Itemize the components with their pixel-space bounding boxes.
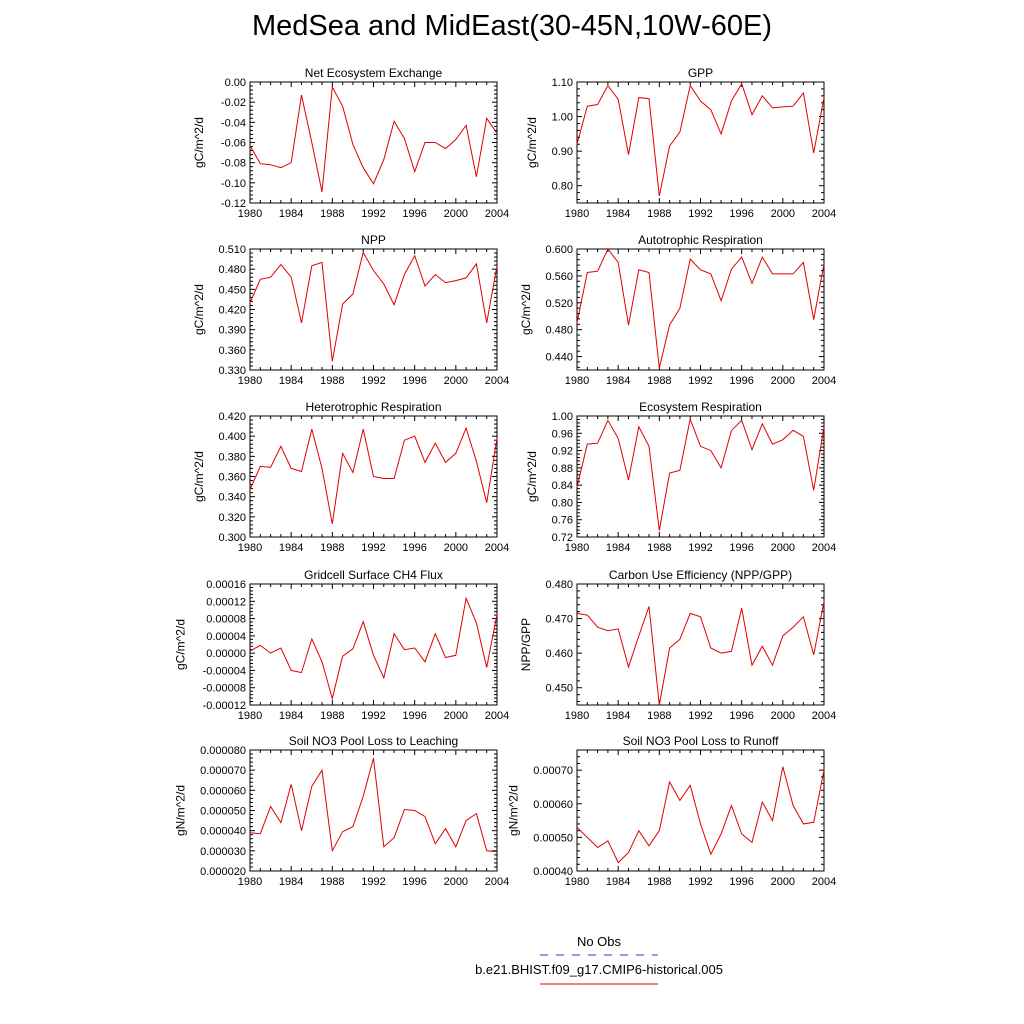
y-tick-label: 0.300 <box>218 532 246 544</box>
x-tick-label: 1988 <box>647 876 672 888</box>
x-tick-label: 1984 <box>605 208 631 220</box>
y-tick-label: 0.80 <box>551 180 573 193</box>
y-tick-label: 0.00060 <box>533 798 573 811</box>
y-tick-label: 0.72 <box>551 532 573 544</box>
x-tick-label: 2000 <box>443 208 469 220</box>
y-tick-label: 0.360 <box>218 344 246 357</box>
x-tick-label: 1980 <box>564 208 590 220</box>
x-tick-label: 2000 <box>770 375 796 387</box>
x-tick-label: 1996 <box>402 876 427 888</box>
y-tick-label: 0.600 <box>545 244 573 256</box>
y-tick-label: 0.00 <box>224 77 246 89</box>
y-tick-label: 0.440 <box>545 351 573 364</box>
x-tick-label: 2000 <box>443 542 469 554</box>
y-tick-label: 0.00040 <box>533 866 573 878</box>
series-line <box>577 601 824 705</box>
y-axis-label: gN/m^2/d <box>173 785 188 836</box>
y-tick-label: 0.000030 <box>200 845 246 858</box>
panel-gridcell-surface-ch4-flux <box>173 568 509 722</box>
x-tick-label: 2004 <box>811 375 837 387</box>
x-tick-label: 1980 <box>564 542 590 554</box>
y-tick-label: 0.000020 <box>200 866 246 878</box>
series-line <box>577 419 824 531</box>
y-tick-label: 0.00008 <box>206 613 246 626</box>
plot-frame <box>250 750 497 871</box>
series-line <box>577 84 824 196</box>
panel-net-ecosystem-exchange <box>192 66 509 220</box>
y-tick-label: 0.92 <box>551 445 573 458</box>
x-tick-label: 2000 <box>443 876 469 888</box>
series-line <box>250 252 497 361</box>
panel-title: NPP <box>361 233 386 247</box>
y-tick-label: 0.330 <box>218 365 246 377</box>
plot-frame <box>577 249 824 370</box>
x-tick-label: 1992 <box>361 710 386 722</box>
y-tick-label: 0.84 <box>551 480 573 493</box>
x-tick-label: 2004 <box>811 208 837 220</box>
y-tick-label: 0.400 <box>218 431 246 444</box>
x-tick-label: 1988 <box>647 208 672 220</box>
x-tick-label: 1984 <box>278 208 304 220</box>
y-tick-label: -0.02 <box>220 97 246 110</box>
y-tick-label: 0.390 <box>218 324 246 337</box>
x-tick-label: 2004 <box>484 876 510 888</box>
series-line <box>250 428 497 524</box>
y-axis-label: gC/m^2/d <box>192 451 206 502</box>
legend-run-label: b.e21.BHIST.f09_g17.CMIP6-historical.005 <box>475 962 723 977</box>
x-tick-label: 1988 <box>320 542 345 554</box>
y-tick-label: 0.320 <box>218 511 246 524</box>
x-tick-label: 2000 <box>443 375 469 387</box>
y-tick-label: 0.000070 <box>200 765 246 778</box>
x-tick-label: 1996 <box>729 710 754 722</box>
x-tick-label: 1996 <box>402 375 427 387</box>
y-tick-label: 0.380 <box>218 451 246 464</box>
y-axis-label: NPP/GPP <box>519 617 533 672</box>
y-tick-label: -0.06 <box>220 137 246 150</box>
y-tick-label: 0.360 <box>218 471 246 484</box>
y-tick-label: 0.00000 <box>206 648 246 661</box>
y-tick-label: 0.450 <box>218 284 246 297</box>
panel-grid <box>173 66 836 888</box>
y-tick-label: 0.480 <box>218 264 246 277</box>
panel-title: Net Ecosystem Exchange <box>304 66 443 80</box>
x-tick-label: 1992 <box>361 375 386 387</box>
y-tick-label: 0.340 <box>218 491 246 504</box>
series-line <box>577 249 824 368</box>
x-tick-label: 1992 <box>361 542 386 554</box>
y-tick-label: 0.560 <box>545 270 573 283</box>
x-tick-label: 1992 <box>361 876 386 888</box>
panel-title: Ecosystem Respiration <box>639 400 762 414</box>
x-tick-label: 1996 <box>729 876 754 888</box>
y-tick-label: 1.00 <box>551 411 573 423</box>
x-tick-label: 1996 <box>729 208 754 220</box>
y-tick-label: -0.04 <box>220 117 246 130</box>
y-tick-label: -0.00012 <box>202 700 246 712</box>
x-tick-label: 2000 <box>770 208 796 220</box>
x-tick-label: 1984 <box>605 710 631 722</box>
panel-heterotrophic-respiration <box>192 400 509 554</box>
y-tick-label: 0.00070 <box>533 765 573 778</box>
panel-title: Soil NO3 Pool Loss to Runoff <box>622 734 779 748</box>
x-tick-label: 2004 <box>484 375 510 387</box>
plot-frame <box>250 584 497 705</box>
x-tick-label: 2000 <box>770 710 796 722</box>
y-tick-label: -0.10 <box>220 177 246 190</box>
y-tick-label: 0.470 <box>545 613 573 626</box>
x-tick-label: 1984 <box>278 710 304 722</box>
y-axis-label: gC/m^2/d <box>525 117 540 168</box>
x-tick-label: 1988 <box>320 876 345 888</box>
y-tick-label: 0.480 <box>545 579 573 591</box>
panel-carbon-use-efficiency-npp-gpp <box>519 568 836 722</box>
x-tick-label: 1992 <box>361 208 386 220</box>
x-tick-label: 1980 <box>564 375 590 387</box>
x-tick-label: 1996 <box>402 542 427 554</box>
y-tick-label: -0.08 <box>220 157 246 170</box>
x-tick-label: 1980 <box>237 710 263 722</box>
y-tick-label: 0.420 <box>218 304 246 317</box>
y-tick-label: 0.450 <box>545 682 573 695</box>
plot-frame <box>577 416 824 537</box>
x-tick-label: 1980 <box>237 542 263 554</box>
x-tick-label: 1984 <box>605 542 631 554</box>
series-line <box>250 87 497 192</box>
panel-title: Gridcell Surface CH4 Flux <box>304 568 443 582</box>
x-tick-label: 2004 <box>484 208 510 220</box>
x-tick-label: 1992 <box>688 876 713 888</box>
y-tick-label: 0.88 <box>551 462 573 475</box>
x-tick-label: 2004 <box>811 710 837 722</box>
series-line <box>577 767 824 863</box>
y-tick-label: 0.80 <box>551 497 573 510</box>
y-axis-label: gC/m^2/d <box>519 284 533 335</box>
series-line <box>250 598 497 698</box>
panel-gpp <box>525 66 836 220</box>
x-tick-label: 1984 <box>278 542 304 554</box>
x-tick-label: 1988 <box>647 710 672 722</box>
plot-frame <box>250 249 497 370</box>
panel-title: Heterotrophic Respiration <box>305 400 442 414</box>
panel-soil-no3-pool-loss-to-leaching <box>173 734 509 888</box>
x-tick-label: 1988 <box>320 710 345 722</box>
y-tick-label: -0.12 <box>220 198 246 210</box>
y-tick-label: 1.10 <box>551 77 573 89</box>
figure-title: MedSea and MidEast(30-45N,10W-60E) <box>251 10 773 42</box>
x-tick-label: 1996 <box>402 710 427 722</box>
x-tick-label: 1980 <box>237 208 263 220</box>
y-tick-label: -0.00008 <box>202 682 246 695</box>
y-axis-label: gC/m^2/d <box>173 619 188 670</box>
y-axis-label: gC/m^2/d <box>192 284 206 335</box>
y-tick-label: 0.000050 <box>200 805 246 818</box>
y-axis-label: gN/m^2/d <box>506 785 521 836</box>
y-tick-label: 0.480 <box>545 324 573 337</box>
x-tick-label: 2004 <box>811 542 837 554</box>
x-tick-label: 2000 <box>770 876 796 888</box>
x-tick-label: 1988 <box>647 542 672 554</box>
y-tick-label: 0.420 <box>218 411 246 423</box>
x-tick-label: 1980 <box>564 876 590 888</box>
x-tick-label: 1988 <box>320 208 345 220</box>
y-tick-label: 0.00004 <box>206 630 246 643</box>
x-tick-label: 2000 <box>443 710 469 722</box>
panel-title: GPP <box>687 66 714 80</box>
x-tick-label: 1996 <box>402 208 427 220</box>
x-tick-label: 1996 <box>729 375 754 387</box>
panel-autotrophic-respiration <box>519 233 836 387</box>
x-tick-label: 2000 <box>770 542 796 554</box>
y-tick-label: 0.00016 <box>206 579 246 591</box>
plot-frame <box>577 584 824 705</box>
x-tick-label: 1996 <box>729 542 754 554</box>
y-tick-label: 0.96 <box>551 428 573 441</box>
x-tick-label: 1980 <box>564 710 590 722</box>
panel-title: Soil NO3 Pool Loss to Leaching <box>288 734 459 748</box>
x-tick-label: 1984 <box>605 375 631 387</box>
x-tick-label: 2004 <box>811 876 837 888</box>
x-tick-label: 1988 <box>647 375 672 387</box>
x-tick-label: 1984 <box>605 876 631 888</box>
y-tick-label: -0.00004 <box>202 665 246 678</box>
y-tick-label: 0.000080 <box>200 745 246 757</box>
y-tick-label: 0.520 <box>545 297 573 310</box>
x-tick-label: 1984 <box>278 375 304 387</box>
x-tick-label: 1992 <box>688 375 713 387</box>
legend-no-obs-label: No Obs <box>576 934 622 949</box>
x-tick-label: 1992 <box>688 542 713 554</box>
y-tick-label: 0.460 <box>545 648 573 661</box>
x-tick-label: 2004 <box>484 710 510 722</box>
x-tick-label: 1988 <box>320 375 345 387</box>
x-tick-label: 2004 <box>484 542 510 554</box>
y-axis-label: gC/m^2/d <box>192 117 206 168</box>
y-tick-label: 0.00012 <box>206 596 246 609</box>
y-tick-label: 0.76 <box>551 514 573 527</box>
panel-soil-no3-pool-loss-to-runoff <box>507 734 837 888</box>
panel-npp <box>192 233 509 387</box>
plot-frame <box>250 82 497 203</box>
y-axis-label: gC/m^2/d <box>525 451 540 502</box>
y-tick-label: 0.90 <box>551 146 573 159</box>
y-tick-label: 0.510 <box>218 244 246 256</box>
series-line <box>250 758 497 852</box>
y-tick-label: 1.00 <box>551 111 573 124</box>
y-tick-label: 0.000060 <box>200 785 246 798</box>
panel-title: Autotrophic Respiration <box>638 233 763 247</box>
y-tick-label: 0.00050 <box>533 832 573 845</box>
x-tick-label: 1992 <box>688 710 713 722</box>
panel-ecosystem-respiration <box>525 400 836 554</box>
x-tick-label: 1980 <box>237 375 263 387</box>
y-tick-label: 0.000040 <box>200 825 246 838</box>
x-tick-label: 1980 <box>237 876 263 888</box>
x-tick-label: 1984 <box>278 876 304 888</box>
x-tick-label: 1992 <box>688 208 713 220</box>
panel-title: Carbon Use Efficiency (NPP/GPP) <box>608 568 793 582</box>
